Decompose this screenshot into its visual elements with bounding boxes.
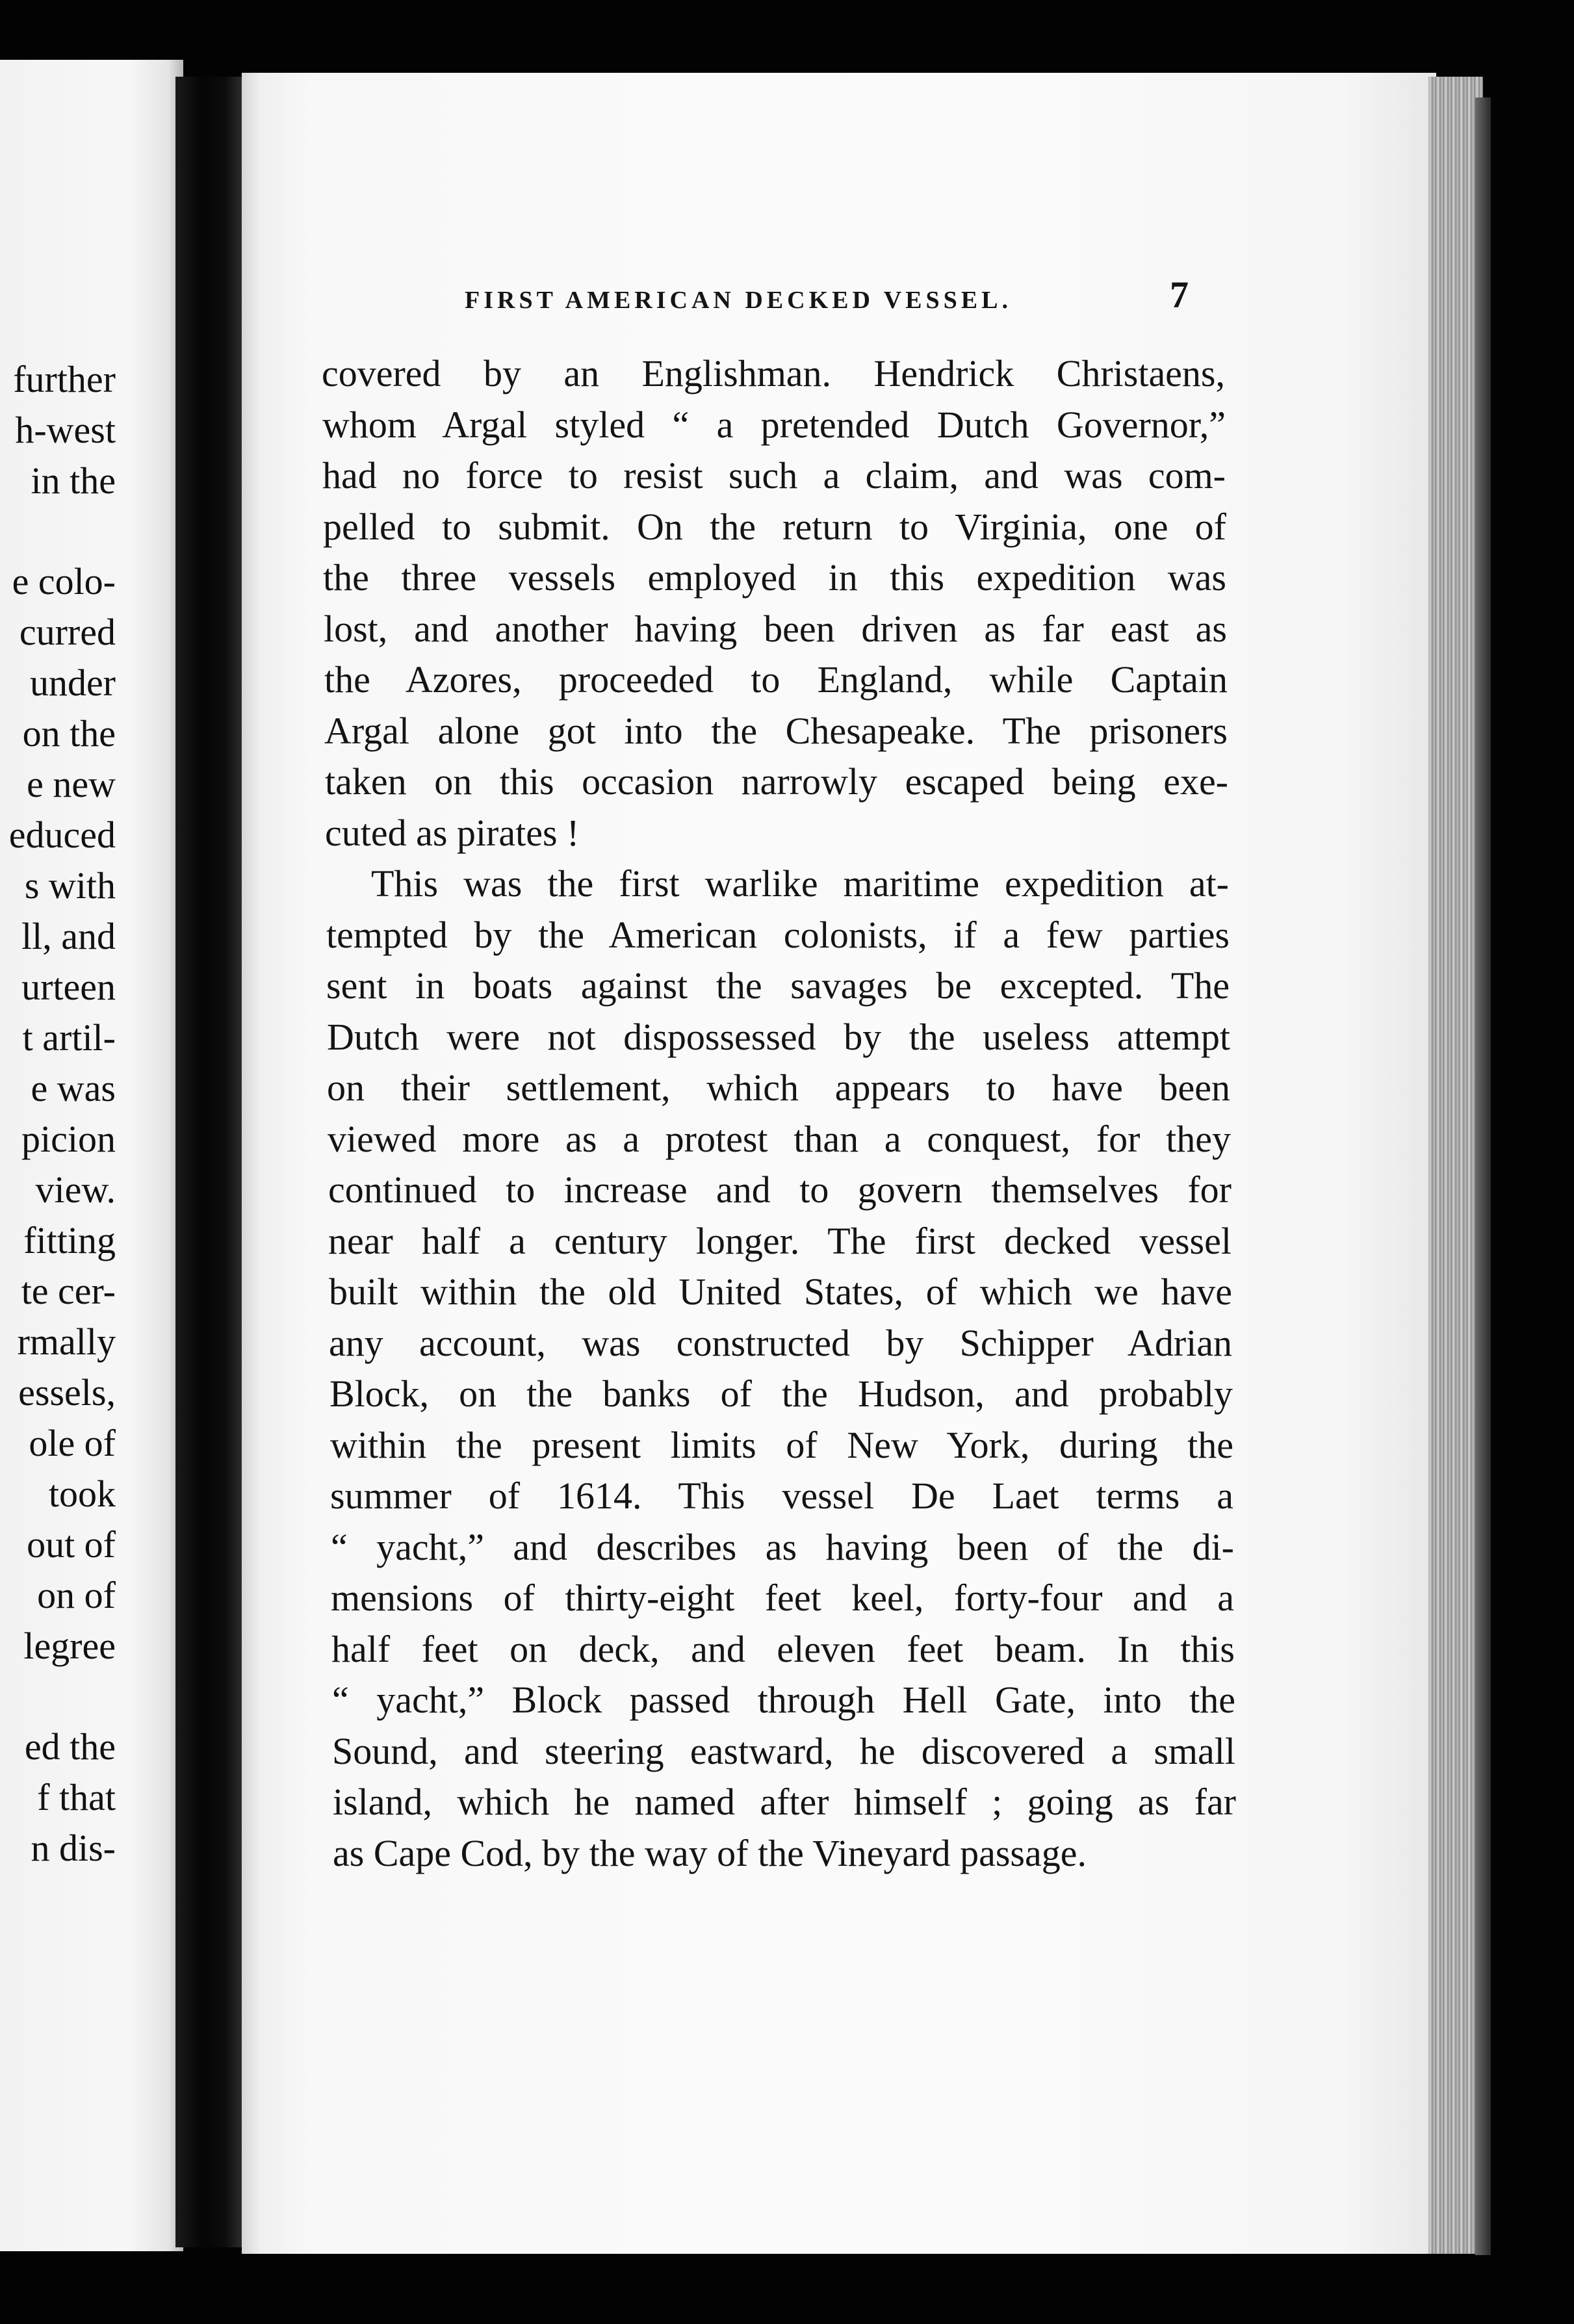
right-page bbox=[242, 73, 1436, 2254]
body-line: covered by an Englishman. Hendrick Christaens, bbox=[322, 352, 1225, 394]
left-page-line: te cer- bbox=[21, 1270, 116, 1312]
left-page-line: f that bbox=[37, 1776, 116, 1818]
body-line: Sound, and steering eastward, he discovered a small bbox=[332, 1730, 1235, 1772]
body-line: “ yacht,” Block passed through Hell Gate, into the bbox=[332, 1679, 1235, 1721]
page-edges-shadow bbox=[1475, 97, 1491, 2255]
left-page-line: further bbox=[13, 358, 116, 400]
body-line: built within the old United States, of which we have bbox=[329, 1271, 1232, 1313]
left-page-line: ole of bbox=[29, 1422, 116, 1464]
left-page-line: view. bbox=[35, 1168, 116, 1211]
page-number: 7 bbox=[1170, 274, 1189, 316]
body-line: had no force to resist such a claim, and was com- bbox=[322, 454, 1226, 497]
left-page-line: on of bbox=[37, 1574, 116, 1616]
body-line: mensions of thirty-eight feet keel, forty-four and a bbox=[331, 1577, 1234, 1619]
left-page-line: e colo- bbox=[12, 560, 116, 602]
left-page-line: e was bbox=[31, 1067, 116, 1109]
left-page-line: picion bbox=[21, 1118, 116, 1160]
body-line: pelled to submit. On the return to Virginia, one of bbox=[323, 506, 1226, 548]
body-line: cuted as pirates ! bbox=[325, 812, 580, 854]
left-page-line: in the bbox=[31, 459, 116, 502]
left-page-line: ed the bbox=[24, 1725, 116, 1768]
body-line: the Azores, proceeded to England, while Captain bbox=[324, 658, 1228, 701]
left-page-line: curred bbox=[19, 611, 116, 653]
body-line: viewed more as a protest than a conquest, for they bbox=[328, 1118, 1231, 1160]
body-line: Block, on the banks of the Hudson, and probably bbox=[329, 1373, 1233, 1415]
left-page-line: rmally bbox=[17, 1321, 116, 1363]
body-line: whom Argal styled “ a pretended Dutch Governor,” bbox=[322, 404, 1226, 446]
left-page-line: legree bbox=[23, 1625, 116, 1667]
left-page-line: e new bbox=[27, 763, 116, 805]
left-page-line: fitting bbox=[23, 1219, 116, 1261]
running-head: FIRST AMERICAN DECKED VESSEL. bbox=[465, 287, 1012, 314]
left-page-line: took bbox=[48, 1473, 116, 1515]
left-page-line: n dis- bbox=[31, 1827, 116, 1869]
body-line: sent in boats against the savages be excepted. The bbox=[326, 964, 1230, 1007]
body-line: the three vessels employed in this expedition was bbox=[323, 556, 1226, 599]
body-line: This was the first warlike maritime expedition at- bbox=[371, 862, 1229, 905]
book-gutter bbox=[175, 77, 252, 2247]
left-page-line: out of bbox=[27, 1523, 116, 1566]
body-line: taken on this occasion narrowly escaped being exe- bbox=[325, 760, 1228, 803]
body-line: tempted by the American colonists, if a few parties bbox=[326, 914, 1230, 956]
body-line: lost, and another having been driven as far east as bbox=[324, 608, 1227, 650]
body-line: on their settlement, which appears to have been bbox=[327, 1066, 1230, 1109]
left-page-line: h-west bbox=[15, 409, 116, 451]
left-page-line: on the bbox=[22, 712, 116, 755]
left-page-line: ll, and bbox=[21, 915, 116, 957]
left-page-line: educed bbox=[8, 814, 116, 856]
body-line: within the present limits of New York, during the bbox=[330, 1424, 1233, 1466]
left-page-line: t artil- bbox=[22, 1016, 116, 1059]
body-line: continued to increase and to govern themselves for bbox=[328, 1168, 1232, 1211]
body-line: Dutch were not dispossessed by the useless attempt bbox=[327, 1016, 1230, 1058]
left-page-line: urteen bbox=[21, 966, 116, 1008]
body-line: Argal alone got into the Chesapeake. The prisoners bbox=[324, 710, 1228, 752]
body-line: island, which he named after himself ; going as far bbox=[333, 1781, 1236, 1823]
body-line: any account, was constructed by Schipper Adrian bbox=[329, 1322, 1232, 1364]
body-line: half feet on deck, and eleven feet beam. In this bbox=[331, 1628, 1235, 1670]
left-page-line: under bbox=[29, 662, 116, 704]
left-page-line: essels, bbox=[18, 1371, 116, 1414]
body-line: as Cape Cod, by the way of the Vineyard passage. bbox=[333, 1832, 1087, 1874]
body-line: “ yacht,” and describes as having been of the di- bbox=[331, 1526, 1234, 1568]
body-line: near half a century longer. The first decked vessel bbox=[328, 1220, 1232, 1262]
left-page-line: s with bbox=[24, 864, 116, 907]
body-line: summer of 1614. This vessel De Laet terms a bbox=[330, 1475, 1233, 1517]
